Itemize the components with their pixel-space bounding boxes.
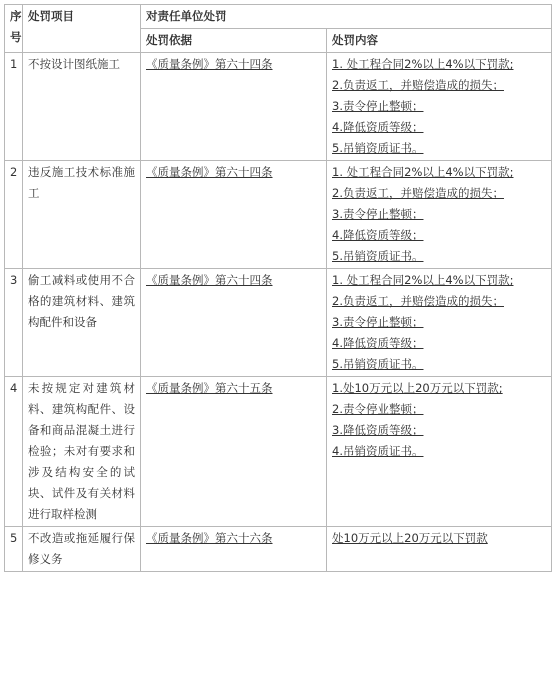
basis-link[interactable]: 《质量条例》第六十四条 bbox=[146, 57, 273, 71]
penalty-link[interactable]: 处10万元以上20万元以下罚款 bbox=[332, 531, 488, 545]
penalty-list-item bbox=[332, 399, 546, 420]
row-index: 3 bbox=[5, 269, 23, 377]
row-penalty-content bbox=[327, 53, 552, 161]
row-penalty-item: 偷工减料或使用不合格的建筑材料、建筑构配件和设备 bbox=[23, 269, 141, 377]
penalty-list bbox=[332, 378, 546, 462]
penalty-link[interactable]: 1. 处工程合同2%以上4%以下罚款; bbox=[332, 273, 514, 287]
row-penalty-content bbox=[327, 161, 552, 269]
row-basis-cell bbox=[141, 53, 327, 161]
penalty-link[interactable]: 4.降低资质等级； bbox=[332, 120, 424, 134]
basis-link[interactable]: 《质量条例》第六十四条 bbox=[146, 273, 273, 287]
table-row bbox=[5, 269, 552, 377]
penalty-link[interactable]: 5.吊销资质证书。 bbox=[332, 249, 424, 263]
table-row bbox=[5, 377, 552, 527]
penalty-list-item bbox=[332, 441, 546, 462]
row-basis-cell bbox=[141, 377, 327, 527]
header-content: 处罚内容 bbox=[327, 29, 552, 53]
penalty-list-item bbox=[332, 96, 546, 117]
penalty-link[interactable]: 3.责令停止整顿； bbox=[332, 207, 424, 221]
table-row bbox=[5, 527, 552, 572]
row-index: 5 bbox=[5, 527, 23, 572]
table-header bbox=[5, 5, 552, 53]
header-item: 处罚项目 bbox=[23, 5, 141, 53]
row-basis-cell bbox=[141, 161, 327, 269]
penalty-list bbox=[332, 528, 546, 549]
penalty-link[interactable]: 2.负责返工，并赔偿造成的损失； bbox=[332, 78, 504, 92]
penalty-list-item bbox=[332, 75, 546, 96]
header-index: 序号 bbox=[5, 5, 23, 53]
row-penalty-content bbox=[327, 377, 552, 527]
penalty-list-item bbox=[332, 117, 546, 138]
penalty-list bbox=[332, 54, 546, 159]
penalty-list-item bbox=[332, 528, 546, 549]
row-basis-cell bbox=[141, 527, 327, 572]
penalty-link[interactable]: 3.降低资质等级； bbox=[332, 423, 424, 437]
penalty-list-item bbox=[332, 354, 546, 375]
header-unit-penalty: 对责任单位处罚 bbox=[141, 5, 552, 29]
penalty-list-item bbox=[332, 204, 546, 225]
row-penalty-content bbox=[327, 527, 552, 572]
row-penalty-item: 违反施工技术标准施工 bbox=[23, 161, 141, 269]
penalty-table bbox=[4, 4, 552, 572]
table-body bbox=[5, 53, 552, 572]
penalty-link[interactable]: 4.吊销资质证书。 bbox=[332, 444, 424, 458]
basis-link[interactable]: 《质量条例》第六十五条 bbox=[146, 381, 273, 395]
header-basis: 处罚依据 bbox=[141, 29, 327, 53]
penalty-list-item bbox=[332, 54, 546, 75]
penalty-link[interactable]: 1.处10万元以上20万元以下罚款; bbox=[332, 381, 503, 395]
penalty-list-item bbox=[332, 333, 546, 354]
row-penalty-item: 不改造或拖延履行保修义务 bbox=[23, 527, 141, 572]
penalty-link[interactable]: 4.降低资质等级； bbox=[332, 228, 424, 242]
row-penalty-content bbox=[327, 269, 552, 377]
penalty-link[interactable]: 3.责令停止整顿； bbox=[332, 99, 424, 113]
penalty-list-item bbox=[332, 312, 546, 333]
penalty-list bbox=[332, 270, 546, 375]
row-penalty-item: 未按规定对建筑材料、建筑构配件、设备和商品混凝土进行检验；未对有要求和涉及结构安全的试块、试件及有关材料进行取样检测 bbox=[23, 377, 141, 527]
penalty-list-item bbox=[332, 225, 546, 246]
row-index: 1 bbox=[5, 53, 23, 161]
table-row bbox=[5, 53, 552, 161]
penalty-link[interactable]: 3.责令停止整顿； bbox=[332, 315, 424, 329]
penalty-list-item bbox=[332, 291, 546, 312]
penalty-list-item bbox=[332, 183, 546, 204]
penalty-link[interactable]: 5.吊销资质证书。 bbox=[332, 141, 424, 155]
penalty-list-item bbox=[332, 138, 546, 159]
penalty-list-item bbox=[332, 270, 546, 291]
penalty-link[interactable]: 5.吊销资质证书。 bbox=[332, 357, 424, 371]
penalty-list-item bbox=[332, 378, 546, 399]
penalty-link[interactable]: 1. 处工程合同2%以上4%以下罚款; bbox=[332, 165, 514, 179]
penalty-link[interactable]: 2.负责返工，并赔偿造成的损失； bbox=[332, 186, 504, 200]
penalty-list-item bbox=[332, 420, 546, 441]
row-index: 2 bbox=[5, 161, 23, 269]
penalty-list-item bbox=[332, 162, 546, 183]
basis-link[interactable]: 《质量条例》第六十四条 bbox=[146, 165, 273, 179]
header-row-1 bbox=[5, 5, 552, 29]
penalty-link[interactable]: 1. 处工程合同2%以上4%以下罚款; bbox=[332, 57, 514, 71]
row-index: 4 bbox=[5, 377, 23, 527]
penalty-list-item bbox=[332, 246, 546, 267]
penalty-link[interactable]: 4.降低资质等级； bbox=[332, 336, 424, 350]
table-row bbox=[5, 161, 552, 269]
penalty-link[interactable]: 2.责令停业整顿； bbox=[332, 402, 424, 416]
basis-link[interactable]: 《质量条例》第六十六条 bbox=[146, 531, 273, 545]
penalty-list bbox=[332, 162, 546, 267]
penalty-link[interactable]: 2.负责返工，并赔偿造成的损失； bbox=[332, 294, 504, 308]
row-penalty-item: 不按设计图纸施工 bbox=[23, 53, 141, 161]
row-basis-cell bbox=[141, 269, 327, 377]
